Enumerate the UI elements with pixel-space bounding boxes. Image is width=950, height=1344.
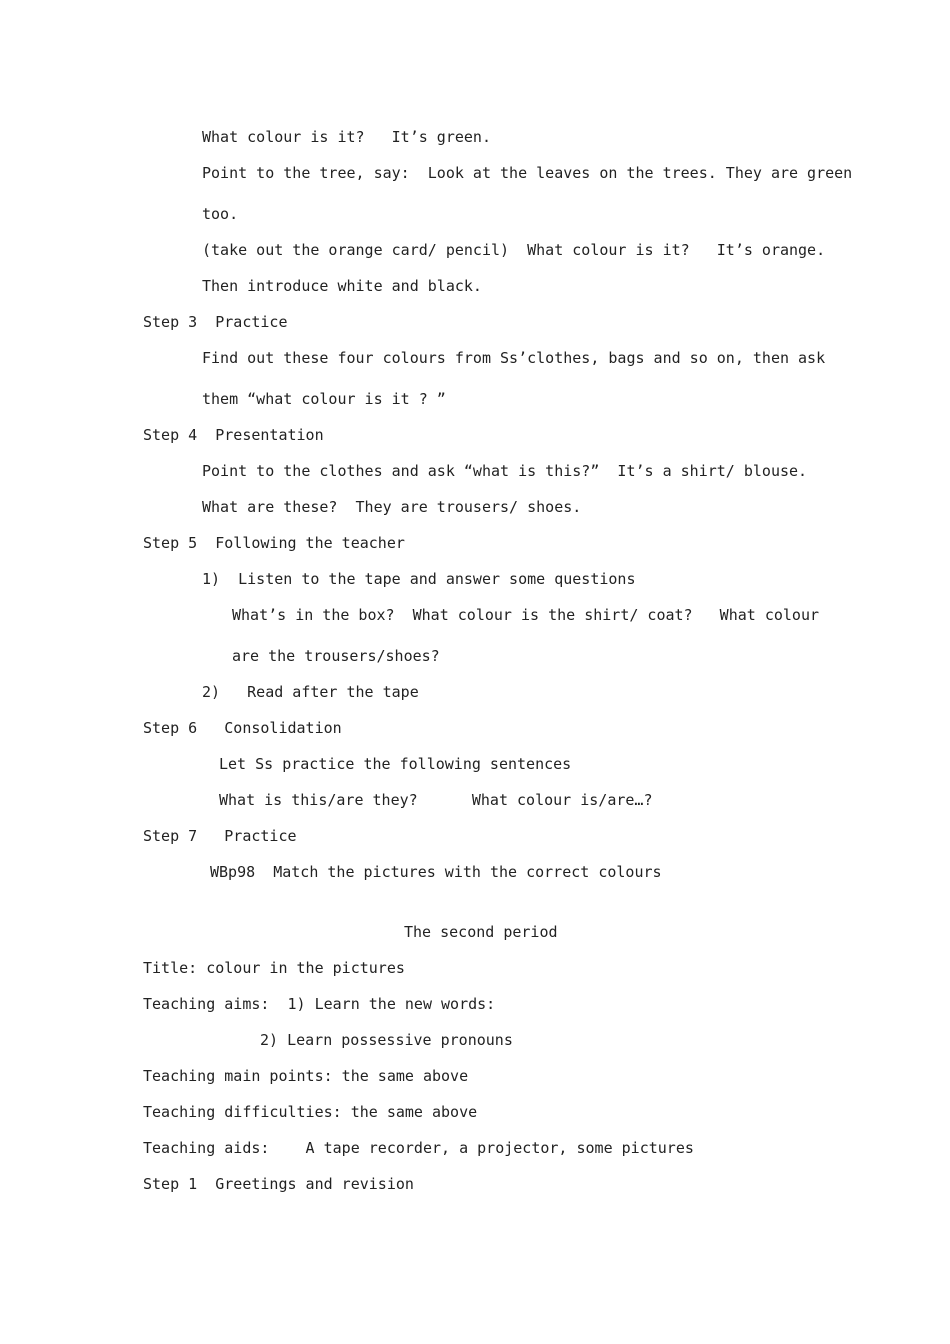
text-line: too. — [202, 205, 239, 223]
text-line: What are these? They are trousers/ shoes. — [202, 498, 582, 516]
section-title: The second period — [404, 923, 558, 941]
teaching-aims: Teaching aims: 1) Learn the new words: — [143, 995, 496, 1013]
list-item: 1) Listen to the tape and answer some questions — [202, 570, 636, 588]
text-line: Find out these four colours from Ss’clothes, bags and so on, then ask — [202, 349, 826, 367]
text-line: What’s in the box? What colour is the shirt/ coat? What colour — [232, 606, 819, 624]
teaching-difficulties: Teaching difficulties: the same above — [143, 1103, 478, 1121]
text-line: (take out the orange card/ pencil) What colour is it? It’s orange. — [202, 241, 826, 259]
text-line: Point to the tree, say: Look at the leaves on the trees. They are green — [202, 164, 853, 182]
step-heading: Step 4 Presentation — [143, 426, 324, 444]
text-line: Point to the clothes and ask “what is this?” It’s a shirt/ blouse. — [202, 462, 808, 480]
text-line: are the trousers/shoes? — [232, 647, 440, 665]
text-line: them “what colour is it ? ” — [202, 390, 446, 408]
step-heading: Step 6 Consolidation — [143, 719, 342, 737]
text-line: WBp98 Match the pictures with the correct colours — [210, 863, 662, 881]
list-item: 2) Read after the tape — [202, 683, 419, 701]
text-line: What is this/are they? What colour is/are…? — [219, 791, 653, 809]
step-heading: Step 7 Practice — [143, 827, 297, 845]
title-line: Title: colour in the pictures — [143, 959, 405, 977]
text-line: Let Ss practice the following sentences — [219, 755, 572, 773]
teaching-aids: Teaching aids: A tape recorder, a projector, some pictures — [143, 1139, 694, 1157]
step-heading: Step 5 Following the teacher — [143, 534, 405, 552]
teaching-main-points: Teaching main points: the same above — [143, 1067, 469, 1085]
step-heading: Step 1 Greetings and revision — [143, 1175, 414, 1193]
teaching-aims-2: 2) Learn possessive pronouns — [260, 1031, 513, 1049]
text-line: Then introduce white and black. — [202, 277, 482, 295]
text-line: What colour is it? It’s green. — [202, 128, 491, 146]
step-heading: Step 3 Practice — [143, 313, 288, 331]
